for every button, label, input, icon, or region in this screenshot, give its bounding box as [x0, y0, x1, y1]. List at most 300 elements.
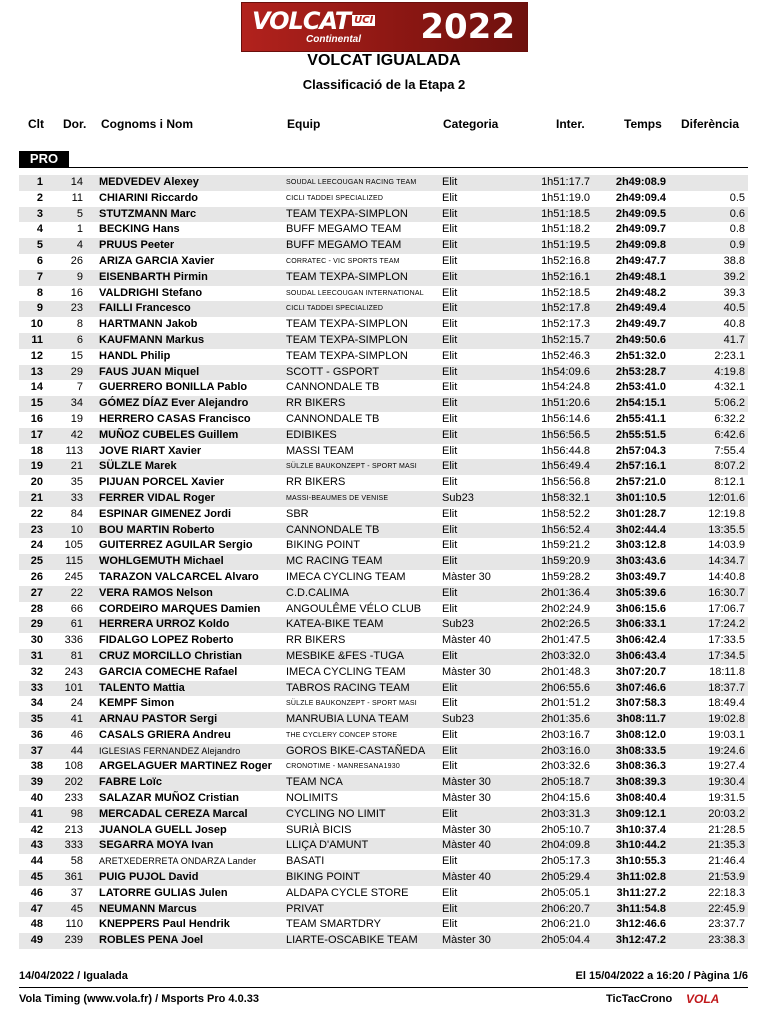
cell-category: Màster 30	[442, 823, 491, 836]
cell-category: Màster 30	[442, 776, 491, 789]
cell-team: TEAM TEXPA-SIMPLON	[286, 333, 408, 346]
table-row	[19, 301, 748, 317]
cell-intermediate-time: 1h56:44.8	[541, 444, 590, 457]
cell-intermediate-time: 1h51:18.5	[541, 207, 590, 220]
cell-intermediate-time: 1h52:17.8	[541, 302, 590, 315]
cell-total-time: 3h08:12.0	[615, 728, 666, 741]
cell-intermediate-time: 1h51:19.5	[541, 239, 590, 252]
cell-rider-name: PIJUAN PORCEL Xavier	[99, 476, 225, 489]
cell-team: CRONOTIME - MANRESANA1930	[286, 763, 400, 771]
cell-total-time: 3h09:12.1	[615, 807, 666, 820]
cell-category: Elit	[442, 507, 458, 520]
cell-intermediate-time: 2h06:55.6	[541, 681, 590, 694]
cell-rank: 33	[30, 681, 43, 694]
table-row	[19, 633, 748, 649]
cell-category: Elit	[442, 586, 458, 599]
cell-time-gap: 23:38.3	[708, 934, 745, 947]
cell-rank: 3	[36, 207, 43, 220]
cell-team: CORRATEC - VIC SPORTS TEAM	[286, 257, 400, 265]
cell-time-gap: 2:23.1	[714, 349, 745, 362]
table-row	[19, 207, 748, 223]
cell-time-gap: 19:02.8	[708, 713, 745, 726]
cell-category: Elit	[442, 681, 458, 694]
footer-brand: TicTacCrono	[606, 993, 673, 1005]
table-row	[19, 791, 748, 807]
cell-total-time: 2h49:47.7	[615, 254, 666, 267]
cell-rank: 46	[30, 886, 43, 899]
cell-team: BIKING POINT	[286, 871, 360, 884]
cell-category: Elit	[442, 207, 458, 220]
cell-total-time: 2h49:48.2	[615, 286, 666, 299]
cell-total-time: 3h03:49.7	[615, 570, 666, 583]
cell-total-time: 2h49:09.8	[615, 239, 666, 252]
cell-total-time: 2h49:49.4	[615, 302, 666, 315]
category-tag: PRO	[19, 151, 69, 167]
cell-rank: 40	[30, 792, 43, 805]
table-row	[19, 270, 748, 286]
cell-rider-name: GUITERREZ AGUILAR Sergio	[99, 539, 253, 552]
table-row	[19, 917, 748, 933]
cell-category: Elit	[442, 286, 458, 299]
table-row	[19, 617, 748, 633]
cell-intermediate-time: 2h04:15.6	[541, 792, 590, 805]
cell-team: MESBIKE &FES -TUGA	[286, 649, 404, 662]
table-row	[19, 775, 748, 791]
cell-bib: 10	[70, 523, 83, 536]
cell-rank: 39	[30, 776, 43, 789]
cell-time-gap: 39.3	[723, 286, 745, 299]
table-row	[19, 602, 748, 618]
cell-time-gap: 18:11.8	[709, 665, 745, 678]
cell-rank: 43	[30, 839, 43, 852]
cell-category: Elit	[442, 902, 458, 915]
cell-bib: 34	[70, 397, 83, 410]
footer-divider	[19, 987, 748, 988]
cell-bib: 22	[70, 586, 83, 599]
table-row	[19, 759, 748, 775]
cell-team: TEAM SMARTDRY	[286, 918, 381, 931]
cell-bib: 6	[76, 333, 83, 346]
cell-rider-name: NEUMANN Marcus	[99, 902, 197, 915]
cell-rank: 26	[30, 570, 43, 583]
cell-intermediate-time: 2h06:20.7	[541, 902, 590, 915]
table-row	[19, 507, 748, 523]
cell-team: CYCLING NO LIMIT	[286, 807, 386, 820]
cell-intermediate-time: 2h03:16.7	[541, 728, 590, 741]
cell-team: CANNONDALE TB	[286, 381, 380, 394]
cell-total-time: 2h49:09.4	[615, 191, 666, 204]
cell-time-gap: 21:46.4	[708, 855, 745, 868]
cell-category: Elit	[442, 412, 458, 425]
cell-team: TEAM TEXPA-SIMPLON	[286, 270, 408, 283]
cell-rank: 28	[30, 602, 43, 615]
sponsor-text: Continental	[306, 34, 361, 45]
cell-total-time: 3h10:37.4	[615, 823, 666, 836]
cell-rider-name: ARNAU PASTOR Sergi	[99, 713, 218, 726]
table-row	[19, 222, 748, 238]
cell-intermediate-time: 1h52:18.5	[541, 286, 590, 299]
results-table	[19, 175, 748, 949]
table-row	[19, 191, 748, 207]
cell-intermediate-time: 2h05:18.7	[541, 776, 590, 789]
event-logo-banner	[241, 2, 528, 52]
cell-rider-name: FIDALGO LOPEZ Roberto	[99, 634, 234, 647]
table-row	[19, 712, 748, 728]
cell-rank: 41	[30, 807, 43, 820]
cell-intermediate-time: 1h56:56.8	[541, 476, 590, 489]
category-divider	[19, 167, 748, 168]
cell-intermediate-time: 2h01:36.4	[541, 586, 590, 599]
cell-category: Elit	[442, 318, 458, 331]
cell-team: LIARTE-OSCABIKE TEAM	[286, 934, 418, 947]
cell-team: SOUDAL LEECOUGAN RACING TEAM	[286, 179, 417, 186]
cell-category: Màster 30	[442, 570, 491, 583]
cell-rider-name: EISENBARTH Pirmin	[99, 270, 208, 283]
cell-team: IMECA CYCLING TEAM	[286, 570, 406, 583]
cell-category: Elit	[442, 476, 458, 489]
cell-time-gap: 20:03.2	[708, 807, 745, 820]
cell-rider-name: GÓMEZ DÍAZ Ever Alejandro	[99, 397, 249, 410]
cell-total-time: 2h49:09.7	[615, 223, 666, 236]
cell-rider-name: ARIZA GARCIA Xavier	[99, 254, 215, 267]
table-row	[19, 523, 748, 539]
cell-time-gap: 19:31.5	[708, 792, 745, 805]
cell-time-gap: 8:12.1	[714, 476, 745, 489]
cell-rider-name: HERRERA URROZ Koldo	[99, 618, 230, 631]
cell-rank: 32	[30, 665, 43, 678]
cell-category: Sub23	[442, 491, 474, 504]
cell-rider-name: STUTZMANN Marc	[99, 207, 197, 220]
cell-rider-name: HARTMANN Jakob	[99, 318, 198, 331]
cell-bib: 46	[70, 728, 83, 741]
cell-total-time: 3h02:44.4	[615, 523, 666, 536]
cell-category: Elit	[442, 239, 458, 252]
cell-rider-name: CHIARINI Riccardo	[99, 191, 199, 204]
cell-category: Elit	[442, 886, 458, 899]
cell-total-time: 2h49:49.7	[615, 318, 666, 331]
cell-category: Elit	[442, 649, 458, 662]
cell-category: Elit	[442, 728, 458, 741]
cell-intermediate-time: 2h03:31.3	[541, 807, 590, 820]
cell-team: SÜLZLE BAUKONZEPT - SPORT MASI	[286, 463, 417, 471]
cell-category: Elit	[442, 397, 458, 410]
cell-team: SBR	[286, 507, 309, 520]
cell-rider-name: JOVE RIART Xavier	[99, 444, 202, 457]
cell-category: Elit	[442, 428, 458, 441]
cell-total-time: 3h11:27.2	[616, 886, 666, 899]
cell-team: MASSI TEAM	[286, 444, 354, 457]
cell-bib: 245	[64, 570, 83, 583]
cell-rank: 9	[36, 302, 43, 315]
cell-total-time: 2h49:48.1	[615, 270, 666, 283]
cell-rank: 38	[30, 760, 43, 773]
cell-bib: 44	[70, 744, 83, 757]
cell-category: Elit	[442, 602, 458, 615]
cell-rider-name: WOHLGEMUTH Michael	[99, 555, 224, 568]
footer-date-place: 14/04/2022 / Igualada	[19, 970, 128, 982]
cell-bib: 61	[70, 618, 83, 631]
cell-time-gap: 14:40.8	[708, 570, 745, 583]
cell-team: KATEA-BIKE TEAM	[286, 618, 384, 631]
cell-category: Elit	[442, 697, 458, 710]
cell-bib: 26	[70, 254, 83, 267]
cell-team: TEAM TEXPA-SIMPLON	[286, 349, 408, 362]
table-row	[19, 444, 748, 460]
cell-rider-name: HANDL Philip	[99, 349, 171, 362]
cell-rank: 17	[30, 428, 43, 441]
cell-category: Elit	[442, 381, 458, 394]
cell-total-time: 3h01:10.5	[615, 491, 666, 504]
cell-bib: 233	[64, 792, 83, 805]
cell-team: TABROS RACING TEAM	[286, 681, 410, 694]
cell-bib: 58	[70, 855, 83, 868]
cell-team: SCOTT - GSPORT	[286, 365, 380, 378]
cell-category: Elit	[442, 744, 458, 757]
cell-time-gap: 17:06.7	[708, 602, 745, 615]
cell-team: SURIÀ BICIS	[286, 823, 352, 836]
table-row	[19, 365, 748, 381]
cell-intermediate-time: 2h01:47.5	[541, 634, 590, 647]
cell-team: RR BIKERS	[286, 476, 346, 489]
cell-time-gap: 22:45.9	[708, 902, 745, 915]
table-row	[19, 586, 748, 602]
cell-rider-name: CORDEIRO MARQUES Damien	[99, 602, 261, 615]
cell-rider-name: IGLESIAS FERNANDEZ Alejandro	[99, 745, 241, 756]
cell-rank: 16	[30, 412, 43, 425]
cell-category: Màster 30	[442, 665, 491, 678]
cell-bib: 66	[70, 602, 83, 615]
cell-rider-name: MERCADAL CEREZA Marcal	[99, 807, 248, 820]
cell-team: NOLIMITS	[286, 792, 338, 805]
cell-total-time: 3h01:28.7	[615, 507, 666, 520]
cell-time-gap: 18:49.4	[708, 697, 745, 710]
cell-intermediate-time: 2h01:48.3	[541, 665, 590, 678]
cell-total-time: 3h08:40.4	[615, 792, 666, 805]
cell-rider-name: FABRE Loïc	[99, 776, 162, 789]
cell-team: TEAM TEXPA-SIMPLON	[286, 207, 408, 220]
table-row	[19, 491, 748, 507]
cell-rank: 25	[30, 555, 43, 568]
cell-time-gap: 12:19.8	[708, 507, 745, 520]
cell-intermediate-time: 2h01:51.2	[541, 697, 590, 710]
vola-logo: VOLA	[686, 992, 720, 1006]
cell-time-gap: 4:19.8	[714, 365, 745, 378]
cell-bib: 336	[64, 634, 83, 647]
cell-intermediate-time: 1h52:17.3	[541, 318, 590, 331]
cell-time-gap: 16:30.7	[708, 586, 745, 599]
cell-category: Màster 40	[442, 871, 491, 884]
cell-total-time: 3h03:12.8	[615, 539, 666, 552]
cell-total-time: 3h12:46.6	[615, 918, 666, 931]
cell-rider-name: GARCIA COMECHE Rafael	[99, 665, 238, 678]
cell-intermediate-time: 1h52:15.7	[541, 333, 590, 346]
cell-rank: 35	[30, 713, 43, 726]
cell-category: Elit	[442, 333, 458, 346]
cell-rider-name: MEDVEDEV Alexey	[99, 176, 199, 188]
cell-time-gap: 19:03.1	[708, 728, 745, 741]
cell-total-time: 3h03:43.6	[615, 555, 666, 568]
cell-bib: 113	[65, 444, 83, 457]
cell-team: RR BIKERS	[286, 634, 346, 647]
cell-intermediate-time: 2h05:29.4	[541, 871, 590, 884]
cell-time-gap: 23:37.7	[708, 918, 745, 931]
table-row	[19, 333, 748, 349]
cell-category: Elit	[442, 855, 458, 868]
table-row	[19, 838, 748, 854]
cell-total-time: 3h07:20.7	[615, 665, 666, 678]
cell-intermediate-time: 1h52:46.3	[541, 349, 590, 362]
cell-bib: 115	[65, 555, 83, 568]
table-row	[19, 412, 748, 428]
cell-category: Elit	[442, 807, 458, 820]
cell-team: ALDAPA CYCLE STORE	[286, 886, 409, 899]
col-header-dor: Dor.	[63, 117, 87, 131]
cell-team: PRIVAT	[286, 902, 325, 915]
cell-intermediate-time: 2h02:26.5	[541, 618, 590, 631]
cell-bib: 1	[76, 223, 83, 236]
cell-rank: 29	[30, 618, 43, 631]
cell-total-time: 3h06:33.1	[615, 618, 666, 631]
table-row	[19, 317, 748, 333]
cell-category: Elit	[442, 444, 458, 457]
cell-time-gap: 17:34.5	[708, 649, 745, 662]
col-header-category: Categoria	[443, 117, 499, 131]
cell-bib: 333	[64, 839, 83, 852]
cell-rider-name: VERA RAMOS Nelson	[99, 586, 213, 599]
cell-rank: 6	[36, 254, 43, 267]
cell-intermediate-time: 2h05:17.3	[541, 855, 590, 868]
cell-bib: 24	[70, 697, 83, 710]
cell-rank: 23	[30, 523, 43, 536]
table-row	[19, 728, 748, 744]
cell-intermediate-time: 1h52:16.8	[541, 254, 590, 267]
cell-rank: 44	[30, 855, 43, 868]
cell-total-time: 3h07:58.3	[615, 697, 666, 710]
cell-time-gap: 40.5	[723, 302, 745, 315]
cell-category: Sub23	[442, 618, 474, 631]
cell-total-time: 2h49:09.5	[615, 207, 666, 220]
event-year: 2022	[420, 7, 515, 47]
cell-bib: 110	[65, 918, 83, 931]
cell-bib: 23	[70, 302, 83, 315]
cell-rank: 8	[36, 286, 43, 299]
cell-time-gap: 40.8	[723, 318, 745, 331]
col-header-name: Cognoms i Nom	[101, 117, 193, 131]
cell-time-gap: 21:35.3	[708, 839, 745, 852]
cell-team: THE CYCLERY CONCEP STORE	[286, 731, 398, 739]
cell-time-gap: 7:55.4	[714, 444, 745, 457]
cell-total-time: 3h06:15.6	[615, 602, 666, 615]
cell-bib: 8	[76, 318, 83, 331]
cell-total-time: 2h53:41.0	[615, 381, 666, 394]
cell-intermediate-time: 1h58:52.2	[541, 507, 590, 520]
cell-category: Sub23	[442, 713, 474, 726]
cell-time-gap: 17:24.2	[708, 618, 745, 631]
cell-rider-name: HERRERO CASAS Francisco	[99, 412, 251, 425]
cell-team: GOROS BIKE-CASTAÑEDA	[286, 744, 426, 757]
cell-rider-name: PUIG PUJOL David	[99, 871, 199, 884]
cell-team: RR BIKERS	[286, 397, 346, 410]
cell-total-time: 2h49:50.6	[615, 333, 666, 346]
cell-team: BIKING POINT	[286, 539, 360, 552]
cell-rank: 2	[36, 191, 43, 204]
cell-rider-name: BECKING Hans	[99, 223, 180, 236]
cell-time-gap: 19:30.4	[708, 776, 745, 789]
cell-bib: 202	[64, 776, 83, 789]
cell-bib: 101	[64, 681, 83, 694]
cell-total-time: 3h06:42.4	[615, 634, 666, 647]
table-row	[19, 933, 748, 949]
cell-rider-name: TALENTO Mattia	[99, 681, 185, 694]
cell-time-gap: 8:07.2	[714, 460, 745, 473]
cell-category: Màster 30	[442, 934, 491, 947]
cell-category: Elit	[442, 349, 458, 362]
table-row	[19, 554, 748, 570]
table-row	[19, 696, 748, 712]
cell-bib: 14	[70, 176, 83, 188]
table-row	[19, 286, 748, 302]
cell-team: BASATI	[286, 855, 325, 868]
cell-time-gap: 14:03.9	[708, 539, 745, 552]
cell-category: Màster 40	[442, 839, 491, 852]
table-row	[19, 380, 748, 396]
cell-time-gap: 21:53.9	[708, 871, 745, 884]
cell-bib: 243	[64, 665, 83, 678]
cell-team: MANRUBIA LUNA TEAM	[286, 713, 409, 726]
cell-rider-name: CASALS GRIERA Andreu	[99, 728, 231, 741]
cell-time-gap: 17:33.5	[708, 634, 745, 647]
cell-rider-name: KAUFMANN Markus	[99, 333, 205, 346]
cell-total-time: 3h12:47.2	[615, 934, 666, 947]
table-row	[19, 681, 748, 697]
col-header-diff: Diferència	[681, 117, 740, 131]
cell-bib: 105	[64, 539, 83, 552]
cell-team: BUFF MEGAMO TEAM	[286, 223, 402, 236]
cell-time-gap: 19:24.6	[708, 744, 745, 757]
cell-rider-name: SEGARRA MOYA Ivan	[99, 839, 214, 852]
cell-rider-name: KNEPPERS Paul Hendrik	[99, 918, 230, 931]
cell-time-gap: 4:32.1	[714, 381, 745, 394]
cell-total-time: 2h57:21.0	[615, 476, 666, 489]
cell-intermediate-time: 1h58:32.1	[541, 491, 590, 504]
cell-category: Elit	[442, 555, 458, 568]
cell-rank: 30	[30, 634, 43, 647]
cell-rider-name: SALAZAR MUÑOZ Cristian	[99, 792, 239, 805]
col-header-inter: Inter.	[556, 117, 585, 131]
cell-rider-name: FAUS JUAN Miquel	[99, 365, 200, 378]
cell-team: CANNONDALE TB	[286, 523, 380, 536]
table-row	[19, 886, 748, 902]
cell-category: Elit	[442, 523, 458, 536]
cell-total-time: 2h55:51.5	[615, 428, 666, 441]
cell-intermediate-time: 1h56:49.4	[541, 460, 590, 473]
cell-time-gap: 6:32.2	[714, 412, 745, 425]
cell-total-time: 3h06:43.4	[615, 649, 666, 662]
cell-intermediate-time: 1h51:20.6	[541, 397, 590, 410]
cell-time-gap: 12:01.6	[708, 491, 745, 504]
cell-team: MASSI-BEAUMES DE VENISE	[286, 494, 389, 502]
cell-rider-name: ARETXEDERRETA ONDARZA Lander	[99, 856, 257, 867]
cell-rider-name: ARGELAGUER MARTINEZ Roger	[99, 760, 272, 773]
cell-time-gap: 38.8	[723, 254, 745, 267]
cell-bib: 42	[70, 428, 83, 441]
cell-rank: 13	[30, 365, 43, 378]
cell-bib: 21	[70, 460, 83, 473]
cell-category: Elit	[442, 191, 458, 204]
cell-intermediate-time: 1h59:20.9	[541, 555, 590, 568]
cell-category: Elit	[442, 460, 458, 473]
cell-bib: 7	[76, 381, 83, 394]
